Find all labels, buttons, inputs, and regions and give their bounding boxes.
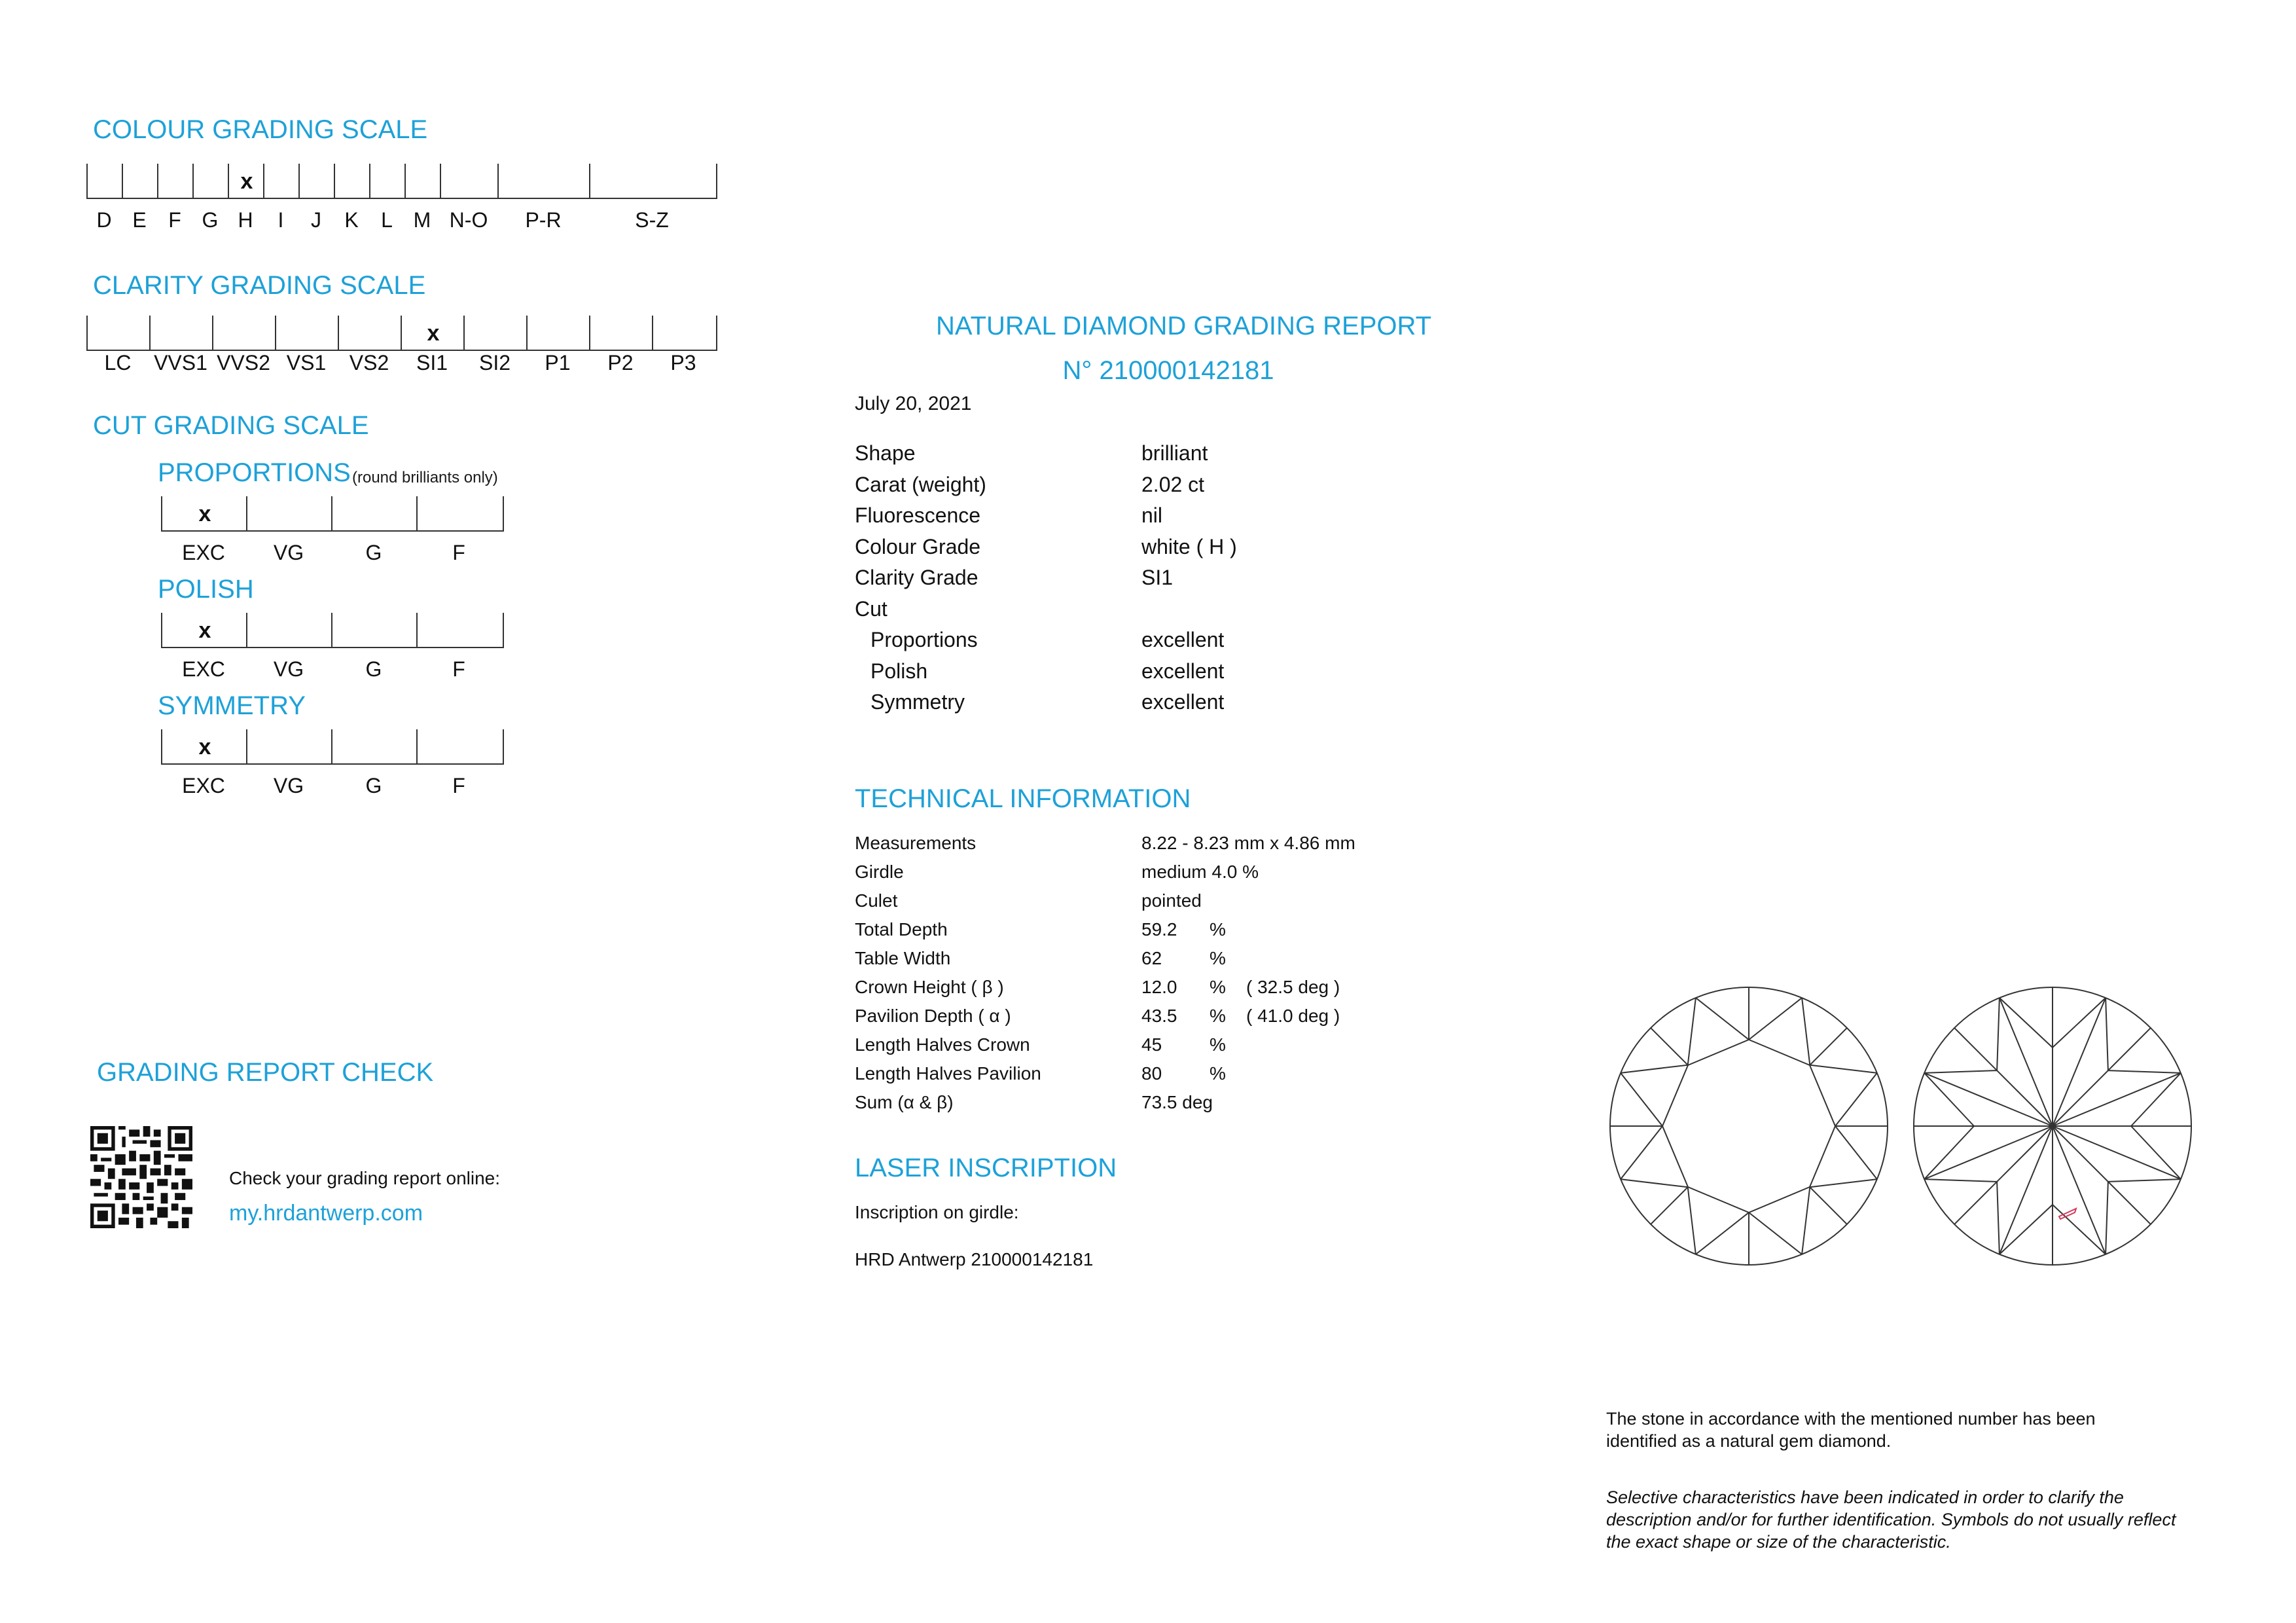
scale-cell	[275, 316, 339, 351]
laser-title: LASER INSCRIPTION	[855, 1154, 1117, 1182]
technical-row-unit: %	[1210, 1063, 1226, 1084]
scale-label: E	[132, 208, 147, 232]
scale-label: SI2	[478, 351, 511, 374]
scale-label: K	[344, 208, 359, 232]
scale-cell	[416, 613, 504, 648]
report-row-value: excellent	[1141, 628, 1225, 651]
report-row-label: Carat (weight)	[855, 472, 986, 496]
technical-row-label: Length Halves Crown	[855, 1034, 1030, 1055]
scale-cell	[263, 164, 300, 199]
pavilion-half-line	[1924, 1070, 1997, 1073]
scale-cell	[589, 316, 653, 351]
technical-row-label: Length Halves Pavilion	[855, 1063, 1041, 1084]
scale-label: H	[238, 208, 253, 232]
technical-row-value: 43.5	[1141, 1006, 1177, 1026]
report-row-value: SI1	[1141, 566, 1174, 589]
technical-row-extra: ( 32.5 deg )	[1246, 977, 1340, 997]
diamond-crown-plot-icon	[1605, 982, 1893, 1270]
scale-label: VVS1	[154, 351, 207, 374]
crown-facet-line	[1810, 1028, 1847, 1065]
scale-cell	[589, 164, 717, 199]
technical-row-value: 80	[1141, 1063, 1162, 1084]
clarity-scale-title: CLARITY GRADING SCALE	[93, 271, 426, 300]
pavilion-half-line	[2131, 1126, 2181, 1179]
technical-row-value: 73.5 deg	[1141, 1092, 1213, 1112]
technical-row-value: pointed	[1141, 890, 1202, 911]
scale-label: VVS2	[217, 351, 270, 374]
selected-mark: x	[198, 735, 211, 759]
crown-facet-line	[1835, 1073, 1877, 1126]
pavilion-half-line	[2108, 1179, 2181, 1182]
crown-facet-line	[1696, 998, 1749, 1040]
crown-facet-line	[1651, 1028, 1688, 1065]
pavilion-half-line	[1997, 1182, 2000, 1254]
report-title: NATURAL DIAMOND GRADING REPORT	[936, 312, 1432, 340]
selected-mark: x	[427, 321, 440, 346]
report-check-link[interactable]: my.hrdantwerp.com	[229, 1201, 423, 1226]
scale-label: G	[365, 774, 382, 797]
scale-cell	[369, 164, 406, 199]
scale-label: VG	[273, 541, 304, 564]
pavilion-main-line	[2053, 1126, 2151, 1224]
technical-row-value: medium 4.0 %	[1141, 862, 1259, 882]
technical-row-unit: %	[1210, 1006, 1226, 1026]
report-row-value: nil	[1141, 503, 1163, 527]
report-row-label: Symmetry	[870, 690, 965, 714]
scale-cell	[416, 496, 504, 532]
technical-row-unit: %	[1210, 1034, 1226, 1055]
scale-label: VS1	[286, 351, 327, 374]
pavilion-half-line	[2106, 1182, 2108, 1254]
scale-cell	[86, 316, 151, 351]
crown-facet-line	[1749, 998, 1802, 1040]
scale-cell	[246, 613, 332, 648]
report-date: July 20, 2021	[855, 393, 972, 414]
technical-row-label: Total Depth	[855, 919, 948, 939]
report-row-value: excellent	[1141, 690, 1225, 714]
scale-cell	[416, 729, 504, 765]
technical-row-label: Culet	[855, 890, 898, 911]
scale-cell	[212, 316, 276, 351]
scale-cell	[331, 729, 418, 765]
scale-label: I	[278, 208, 284, 232]
scale-cell	[246, 729, 332, 765]
scale-label: EXC	[182, 774, 225, 797]
crown-facet-line	[1688, 1187, 1696, 1254]
crown-facet-line	[1810, 1187, 1847, 1224]
proportions-title: PROPORTIONS	[158, 458, 351, 487]
scale-cell	[161, 729, 247, 765]
crown-facet-line	[1621, 1073, 1662, 1126]
pavilion-half-line	[1997, 998, 2000, 1070]
pavilion-half-line	[2108, 1070, 2181, 1073]
scale-cell	[463, 316, 528, 351]
technical-title: TECHNICAL INFORMATION	[855, 784, 1191, 813]
report-check-text: Check your grading report online:	[229, 1168, 501, 1188]
technical-row-unit: %	[1210, 948, 1226, 968]
crown-facet-line	[1749, 1213, 1802, 1254]
scale-cell	[338, 316, 402, 351]
scale-label: VS2	[349, 351, 389, 374]
crown-facet-line	[1802, 998, 1810, 1065]
crown-facet-line	[1621, 1179, 1688, 1187]
pavilion-half-line	[1924, 1126, 1974, 1179]
scale-cell	[86, 164, 123, 199]
report-number: N° 210000142181	[1062, 356, 1274, 385]
selected-mark: x	[198, 501, 211, 526]
scale-cell	[334, 164, 370, 199]
report-row-value: 2.02 ct	[1141, 472, 1205, 496]
laser-value: HRD Antwerp 210000142181	[855, 1249, 1094, 1269]
scale-label: LC	[104, 351, 132, 374]
technical-row-label: Sum (α & β)	[855, 1092, 954, 1112]
pavilion-half-line	[1924, 1179, 1997, 1182]
report-row-label: Cut	[855, 596, 888, 621]
scale-label: M	[413, 208, 431, 232]
technical-row-label: Girdle	[855, 862, 904, 882]
qr-code-icon[interactable]	[90, 1126, 192, 1228]
crown-facet-line	[1621, 1126, 1662, 1179]
technical-row-extra: ( 41.0 deg )	[1246, 1006, 1340, 1026]
symmetry-title: SYMMETRY	[158, 691, 306, 720]
report-row-label: Polish	[870, 659, 928, 683]
pavilion-half-line	[2000, 998, 2053, 1048]
scale-cell	[331, 496, 418, 532]
pavilion-main-line	[1954, 1126, 2053, 1224]
report-row-value: brilliant	[1141, 441, 1208, 465]
report-check-title: GRADING REPORT CHECK	[97, 1058, 434, 1087]
scale-label: F	[452, 774, 465, 797]
identification-statement: The stone in accordance with the mentioned number has been identified as a natural gem diamond.	[1606, 1409, 2096, 1451]
scale-label: P1	[545, 351, 571, 374]
scale-label: SI1	[416, 351, 448, 374]
scale-label: EXC	[182, 541, 225, 564]
scale-cell	[192, 164, 229, 199]
scale-label: P-R	[525, 208, 562, 232]
technical-row-value: 12.0	[1141, 977, 1177, 997]
scale-cell	[440, 164, 499, 199]
scale-cell	[497, 164, 590, 199]
cut-scale-title: CUT GRADING SCALE	[93, 411, 369, 440]
scale-cell	[526, 316, 590, 351]
technical-row-value: 62	[1141, 948, 1162, 968]
proportions-note: (round brilliants only)	[352, 469, 498, 486]
scale-label: L	[381, 208, 393, 232]
scale-label: G	[202, 208, 219, 232]
scale-label: N-O	[449, 208, 488, 232]
technical-row-value: 59.2	[1141, 919, 1177, 939]
selected-mark: x	[198, 618, 211, 643]
scale-cell	[331, 613, 418, 648]
report-row-value: white ( H )	[1141, 534, 1237, 558]
scale-cell	[246, 496, 332, 532]
scale-label: D	[96, 208, 112, 232]
scale-cell	[161, 496, 247, 532]
scale-cell	[122, 164, 158, 199]
scale-cell	[161, 613, 247, 648]
scale-label: G	[365, 541, 382, 564]
pavilion-main-line	[1954, 1028, 2053, 1126]
pavilion-half-line	[2131, 1073, 2181, 1126]
report-row-value: excellent	[1141, 659, 1225, 683]
diamond-pavilion-plot-icon	[1909, 982, 2197, 1270]
scale-label: VG	[273, 774, 304, 797]
pavilion-half-line	[2053, 1205, 2106, 1254]
crown-facet-line	[1835, 1126, 1877, 1179]
technical-row-value: 8.22 - 8.23 mm x 4.86 mm	[1141, 833, 1355, 853]
colour-scale-title: COLOUR GRADING SCALE	[93, 115, 428, 144]
scale-label: EXC	[182, 657, 225, 681]
technical-row-label: Crown Height ( β )	[855, 977, 1004, 997]
crown-facet-line	[1688, 998, 1696, 1065]
pavilion-half-line	[2106, 998, 2108, 1070]
scale-cell	[404, 164, 441, 199]
scale-cell	[149, 316, 213, 351]
technical-row-unit: %	[1210, 977, 1226, 997]
crown-facet-line	[1810, 1065, 1877, 1073]
scale-label: F	[452, 657, 465, 681]
laser-label: Inscription on girdle:	[855, 1202, 1019, 1222]
polish-title: POLISH	[158, 575, 254, 604]
disclaimer: Selective characteristics have been indicated in order to clarify the description and/or for further identification. Symbols do not usually reflect the exact shape or size of the characteristic.	[1606, 1487, 2176, 1552]
crown-facet-line	[1696, 1213, 1749, 1254]
report-row-label: Shape	[855, 441, 916, 465]
scale-label: G	[365, 657, 382, 681]
scale-label: P3	[670, 351, 696, 374]
report-row-label: Fluorescence	[855, 503, 981, 527]
pavilion-half-line	[2053, 998, 2106, 1048]
report-row-label: Proportions	[870, 628, 978, 651]
crown-facet-line	[1810, 1179, 1877, 1187]
scale-cell	[401, 316, 465, 351]
scale-cell	[298, 164, 335, 199]
scale-label: P2	[607, 351, 634, 374]
scale-label: F	[168, 208, 181, 232]
pavilion-half-line	[1924, 1073, 1974, 1126]
pavilion-main-line	[2053, 1028, 2151, 1126]
crown-facet-line	[1651, 1187, 1688, 1224]
technical-row-label: Pavilion Depth ( α )	[855, 1006, 1011, 1026]
scale-cell	[228, 164, 264, 199]
crown-facet-line	[1802, 1187, 1810, 1254]
scale-label: J	[311, 208, 321, 232]
technical-row-label: Table Width	[855, 948, 951, 968]
report-row-label: Colour Grade	[855, 534, 981, 558]
scale-label: VG	[273, 657, 304, 681]
report-row-label: Clarity Grade	[855, 566, 978, 589]
pavilion-half-line	[2000, 1205, 2053, 1254]
selected-mark: x	[240, 169, 253, 194]
scale-label: F	[452, 541, 465, 564]
scale-cell	[652, 316, 717, 351]
scale-label: S-Z	[635, 208, 669, 232]
technical-row-unit: %	[1210, 919, 1226, 939]
technical-row-value: 45	[1141, 1034, 1162, 1055]
technical-row-label: Measurements	[855, 833, 977, 853]
scale-cell	[157, 164, 194, 199]
crown-facet-line	[1621, 1065, 1688, 1073]
